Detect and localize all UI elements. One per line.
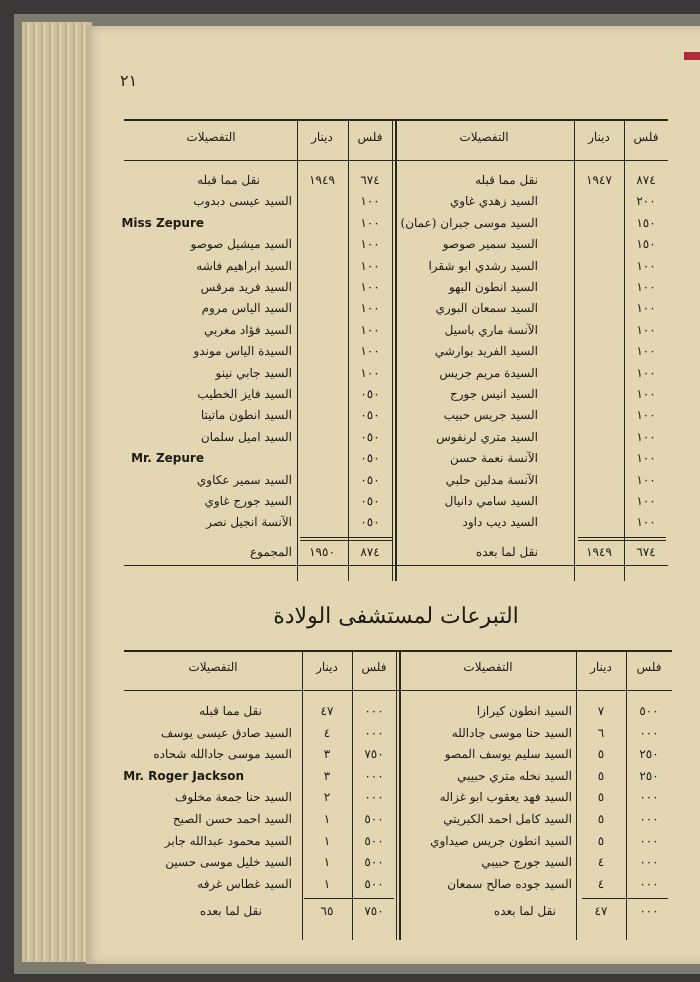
table1-left-fils-header: فلس (357, 130, 383, 144)
table1-left-donor-fils: ١٠٠ (360, 344, 380, 359)
table1-right-donor-fils: ٢٠٠ (636, 194, 656, 209)
table2-right-donor-fils: ٥٠٠ (639, 704, 659, 718)
table2-col-divider (396, 650, 397, 940)
table1-right-donor-name: السيد رشدي ابو شقرا (428, 258, 538, 273)
table2-left-donor-name: السيد موسى جادالله شحاده (153, 747, 292, 762)
table2-left-donor-fils: ٠٠٠ (364, 768, 384, 783)
table1-right-carried-in-fils: ٨٧٤ (636, 173, 656, 187)
table1-left-donor-name: السيد فؤاد مغربي (203, 322, 292, 337)
table2-right-donor-fils: ٠٠٠ (639, 812, 659, 826)
ledger-page (86, 26, 700, 964)
table1-right-donor-fils: ١٠٠ (636, 429, 656, 444)
table2-right-dinar-header: دينار (590, 660, 612, 674)
table2-left-donor-fils: ٥٠٠ (364, 833, 384, 848)
table1-right-donor-name: السيد زهدي غاوي (449, 194, 538, 209)
table1-left-donor-name: السيد انطون ماتيتا (200, 408, 292, 423)
table1-left-donor-fils: ١٠٠ (360, 322, 380, 337)
table1-left-sum-rule (300, 537, 392, 538)
table2-left-donor-dinar: ١ (323, 812, 331, 826)
table2-left-donor-dinar: ٣ (323, 747, 331, 762)
table2-right-donor-dinar: ٤ (597, 876, 605, 891)
table1-left-carried-in-fils: ٦٧٤ (360, 173, 380, 187)
table1-right-donor-name: الآنسة مدلين حلبي (445, 472, 538, 487)
table2-right-donor-dinar: ٥ (597, 833, 605, 848)
table1-right-donor-name: السيد متري لرنفوس (436, 429, 538, 444)
table2-right-donor-name: السيد فهد يعقوب ابو غزاله (439, 790, 572, 805)
table2-left-donor-fils: ٠٠٠ (364, 725, 384, 740)
table2-right-carried-out-dinar: ٤٧ (594, 904, 608, 919)
table1-left-donor-fils: ١٠٠ (360, 365, 380, 380)
table1-right-donor-name: السيد سامي دانيال (444, 494, 538, 508)
table1-right-donor-name: السيد ديب داود (462, 515, 538, 530)
table1-left-donor-fils: ١٠٠ (360, 215, 380, 230)
table1-left-donor-name: السيد ميشيل صوصو (190, 237, 292, 252)
table1-left-donor-name: Mr. Zepure (131, 451, 204, 466)
table1-left-donor-name: الآنسة انجيل نصر (206, 515, 292, 530)
table2-right-sum-rule (582, 898, 668, 899)
table1-right-donor-fils: ١٠٠ (636, 301, 656, 316)
table2-col-divider (400, 650, 401, 940)
table1-right-donor-name: السيد انطون البهو (448, 280, 538, 294)
table2-right-donor-name: السيد حنا موسى جادالله (451, 725, 572, 740)
table2-left-carried-in-fils: ٠٠٠ (364, 704, 384, 718)
table1-left-donor-fils: ١٠٠ (360, 237, 380, 252)
table2-right-donor-fils: ٢٥٠ (639, 747, 659, 762)
table2-left-donor-dinar: ٣ (323, 768, 331, 783)
table1-right-sum-rule (578, 540, 666, 541)
table1-left-donor-fils: ١٠٠ (360, 280, 380, 294)
table2-left-donor-name: السيد غطاس غرفه (197, 876, 292, 891)
table1-left-donor-name: السيد فايز الخطيب (197, 387, 292, 401)
table2-right-donor-dinar: ٧ (597, 704, 605, 718)
table2-right-donor-dinar: ٦ (597, 725, 605, 740)
table1-right-donor-fils: ١٠٠ (636, 472, 656, 487)
table2-left-donor-dinar: ٢ (323, 790, 331, 805)
table1-left-dinar-header: دينار (311, 130, 333, 144)
table1-left-details-header: التفصيلات (186, 130, 236, 144)
table1-left-total-fils: ٨٧٤ (360, 544, 380, 559)
table2-right-carried-out-fils: ٠٠٠ (639, 904, 659, 919)
table2-left-donor-name: السيد حنا جمعة مخلوف (174, 790, 292, 805)
table1-col-divider (297, 119, 298, 581)
table1-left-donor-name: السيد فريد مرقس (200, 280, 292, 294)
table1-right-donor-name: السيد انيس جورج (450, 387, 538, 401)
table1-right-carried-in-dinar: ١٩٤٧ (586, 173, 612, 187)
table2-right-donor-fils: ٠٠٠ (639, 855, 659, 870)
table1-left-donor-name: السيد سمير عكاوي (196, 472, 292, 487)
table1-right-donor-fils: ١٠٠ (636, 494, 656, 508)
table2-right-details-header: التفصيلات (463, 660, 513, 674)
table2-right-donor-dinar: ٥ (597, 790, 605, 805)
table1-right-donor-fils: ١٠٠ (636, 322, 656, 337)
table1-left-carried-in-dinar: ١٩٤٩ (309, 173, 335, 187)
table2-left-donor-dinar: ١ (323, 855, 331, 870)
table2-left-details-header: التفصيلات (188, 660, 238, 674)
table1-mid-divider (395, 119, 396, 581)
table2-left-donor-fils: ٥٠٠ (364, 876, 384, 891)
table1-left-donor-fils: ١٠٠ (360, 258, 380, 273)
table1-right-donor-fils: ١٠٠ (636, 344, 656, 359)
table2-left-sum-rule (304, 898, 394, 899)
table1-left-donor-name: السيدة الياس موندو (193, 344, 292, 359)
table1-left-donor-name: Miss Zepure (121, 215, 204, 230)
table1-right-donor-fils: ١٠٠ (636, 387, 656, 401)
table2-right-donor-fils: ٢٥٠ (639, 768, 659, 783)
table1-right-donor-name: السيد سمير صوصو (442, 237, 538, 252)
table2-left-donor-dinar: ١ (323, 876, 331, 891)
table2-col-divider (352, 650, 353, 940)
table1-left-donor-name: السيد جورج غاوي (204, 494, 292, 508)
table2-right-donor-dinar: ٥ (597, 768, 605, 783)
table2-right-carried-out-label: نقل لما بعده (493, 904, 556, 919)
table2-right-donor-name: السيد انطون جريس صيداوي (430, 833, 572, 848)
table2-left-carried-in-dinar: ٤٧ (320, 704, 334, 718)
table1-left-donor-name: السيد جابي نينو (215, 365, 292, 380)
table2-left-carried-out-dinar: ٦٥ (320, 904, 334, 919)
table2-left-donor-dinar: ١ (323, 833, 331, 848)
table1-left-donor-name: السيد ابراهيم فاشه (196, 258, 292, 273)
table1-left-donor-fils: ١٠٠ (360, 301, 380, 316)
page-number: ٢١ (120, 71, 138, 90)
table2-left-donor-name: السيد صادق عيسى يوسف (160, 725, 292, 740)
table2-mid-divider (399, 650, 400, 940)
table1-right-donor-fils: ١٠٠ (636, 258, 656, 273)
table1-right-carried-out-label: نقل لما بعده (475, 544, 538, 559)
table1-left-donor-fils: ٠٥٠ (360, 472, 380, 487)
table2-right-fils-header: فلس (636, 660, 662, 674)
table1-right-carried-out-dinar: ١٩٤٩ (586, 544, 612, 559)
table1-right-carried-in-label: نقل مما قبله (475, 173, 538, 187)
table1-right-donor-name: السيد موسى جبران (عمان) (400, 215, 538, 230)
table1-left-donor-fils: ٠٥٠ (360, 494, 380, 508)
table2-right-donor-dinar: ٥ (597, 747, 605, 762)
table2-right-donor-name: السيد كامل احمد الكبريتي (443, 812, 572, 826)
table1-left-donor-fils: ٠٥٠ (360, 515, 380, 530)
page-edges (22, 22, 92, 962)
table1-right-donor-name: السيد جريس حبيب (443, 408, 538, 423)
table1-left-donor-fils: ١٠٠ (360, 194, 380, 209)
table1-right-donor-fils: ١٥٠ (636, 237, 656, 252)
table1-left-donor-fils: ٠٥٠ (360, 451, 380, 466)
table2-right-donor-dinar: ٥ (597, 812, 605, 826)
table1-left-donor-fils: ٠٥٠ (360, 387, 380, 401)
table1-left-total-label: المجموع (250, 544, 292, 559)
table2-right-donor-fils: ٠٠٠ (639, 876, 659, 891)
table2-header-rule (124, 690, 672, 691)
table2-right-donor-dinar: ٤ (597, 855, 605, 870)
table1-left-donor-name: السيد الياس مروم (201, 301, 292, 316)
table1-right-donor-fils: ١٠٠ (636, 451, 656, 466)
table1-left-donor-name: السيد اميل سلمان (200, 429, 292, 444)
table1-col-divider (624, 119, 625, 581)
table2-right-donor-name: السيد جوده صالح سمعان (447, 876, 572, 891)
table1-right-dinar-header: دينار (588, 130, 610, 144)
table2-left-donor-name: السيد خليل موسى حسين (165, 855, 292, 870)
table2-right-donor-name: السيد جورج حبيبي (481, 855, 572, 870)
table1-left-donor-fils: ٠٥٠ (360, 408, 380, 423)
table2-left-donor-dinar: ٤ (323, 725, 331, 740)
table2-left-carried-out-label: نقل لما بعده (199, 904, 262, 919)
table2-right-donor-name: السيد انطون كيرازا (476, 704, 572, 718)
table2-left-carried-out-fils: ٧٥٠ (364, 904, 384, 919)
table1-left-total-dinar: ١٩٥٠ (309, 544, 335, 559)
table1-left-donor-fils: ٠٥٠ (360, 429, 380, 444)
table2-right-donor-name: السيد سليم يوسف المصو (444, 747, 572, 762)
table1-right-sum-rule (578, 537, 666, 538)
table1-left-carried-in-label: نقل مما قبله (197, 173, 260, 187)
section-title: التبرعات لمستشفى الولادة (273, 604, 519, 629)
table1-right-donor-name: السيد سمعان البوري (435, 301, 538, 316)
table2-col-divider (626, 650, 627, 940)
table1-col-divider (396, 119, 397, 581)
table1-right-details-header: التفصيلات (459, 130, 509, 144)
table2-right-donor-name: السيد نخله متري حبيبي (457, 768, 572, 783)
table2-left-donor-fils: ٥٠٠ (364, 855, 384, 870)
table1-col-divider (348, 119, 349, 581)
table1-right-donor-fils: ١٠٠ (636, 515, 656, 530)
table1-right-donor-name: السيدة مريم جريس (439, 365, 538, 380)
table1-col-divider (392, 119, 393, 581)
table1-right-donor-name: الآنسة نعمة حسن (449, 451, 538, 466)
table1-right-donor-name: الآنسة ماري باسيل (444, 322, 538, 337)
table1-col-divider (574, 119, 575, 581)
table2-left-donor-fils: ٠٠٠ (364, 790, 384, 805)
table1-right-donor-fils: ١٠٠ (636, 408, 656, 423)
table2-left-donor-fils: ٧٥٠ (364, 747, 384, 762)
table2-right-donor-fils: ٠٠٠ (639, 725, 659, 740)
table1-left-sum-rule (300, 540, 392, 541)
table2-top-rule (124, 650, 672, 652)
table1-bottom-rule (124, 565, 668, 566)
table1-right-fils-header: فلس (633, 130, 659, 144)
table1-right-donor-name: السيد الفريد بوارشي (434, 344, 538, 359)
table2-left-donor-fils: ٥٠٠ (364, 812, 384, 826)
table1-right-carried-out-fils: ٦٧٤ (636, 544, 656, 559)
table2-left-fils-header: فلس (361, 660, 387, 674)
table2-left-carried-in-label: نقل مما قبله (199, 704, 262, 718)
table1-right-donor-fils: ١٥٠ (636, 215, 656, 230)
table1-left-donor-name: السيد عيسى دبدوب (193, 194, 292, 209)
table2-left-donor-name: السيد احمد حسن الصبح (172, 812, 292, 826)
bookmark-ribbon (684, 52, 700, 60)
table1-right-donor-fils: ١٠٠ (636, 365, 656, 380)
table1-right-donor-fils: ١٠٠ (636, 280, 656, 294)
table2-left-donor-name: Mr. Roger Jackson (123, 768, 244, 783)
table2-left-donor-name: السيد محمود عبدالله جابر (164, 833, 292, 848)
table2-right-donor-fils: ٠٠٠ (639, 790, 659, 805)
table2-left-dinar-header: دينار (316, 660, 338, 674)
table2-right-donor-fils: ٠٠٠ (639, 833, 659, 848)
